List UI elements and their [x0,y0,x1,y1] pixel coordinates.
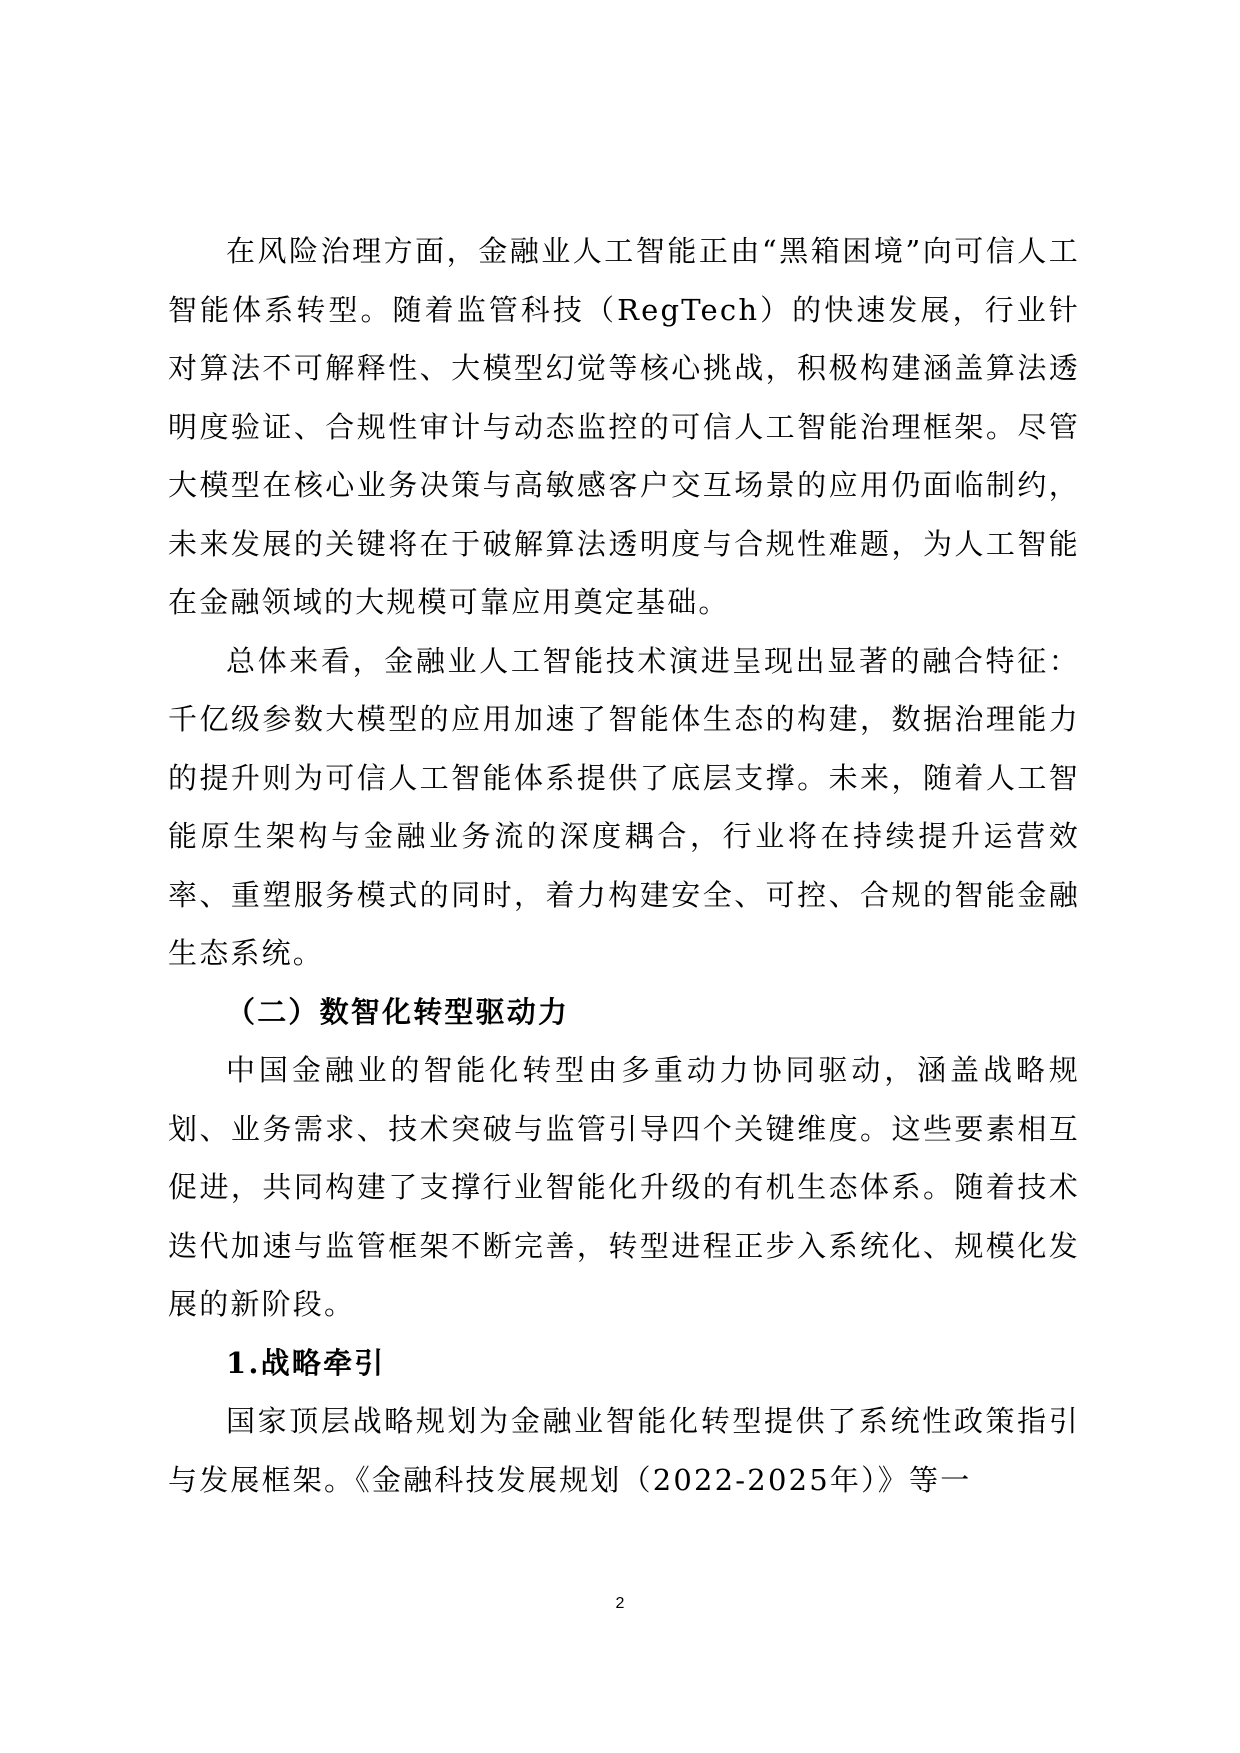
paragraph-transformation-drivers: 中国金融业的智能化转型由多重动力协同驱动，涵盖战略规划、业务需求、技术突破与监管引导四个关键维度。这些要素相互促进，共同构建了支撑行业智能化升级的有机生态体系。随着技术迭代加速与监管框架不断完善，转型进程正步入系统化、规模化发展的新阶段。 [168,1053,1080,1321]
page-body [168,222,1080,1509]
paragraph-overall-view: 总体来看，金融业人工智能技术演进呈现出显著的融合特征：千亿级参数大模型的应用加速了智能体生态的构建，数据治理能力的提升则为可信人工智能体系提供了底层支撑。未来，随着人工智能原生架构与金融业务流的深度耦合，行业将在持续提升运营效率、重塑服务模式的同时，着力构建安全、可控、合规的智能金融生态系统。 [168,643,1080,970]
paragraph-national-strategy: 国家顶层战略规划为金融业智能化转型提供了系统性政策指引与发展框架。《金融科技发展规划（2022-2025年）》等一 [168,1404,1080,1497]
section-heading-drivers: （二）数智化转型驱动力 [226,994,570,1029]
paragraph-risk-governance: 在风险治理方面，金融业人工智能正由“黑箱困境”向可信人工智能体系转型。随着监管科技（RegTech）的快速发展，行业针对算法不可解释性、大模型幻觉等核心挑战，积极构建涵盖算法透明度验证、合规性审计与动态监控的可信人工智能治理框架。尽管大模型在核心业务决策与高敏感客户交互场景的应用仍面临制约，未来发展的关键将在于破解算法透明度与合规性难题，为人工智能在金融领域的大规模可靠应用奠定基础。 [168,234,1080,619]
page-number: 2 [615,1595,625,1612]
subsection-heading-strategy: 1.战略牵引 [226,1345,386,1380]
